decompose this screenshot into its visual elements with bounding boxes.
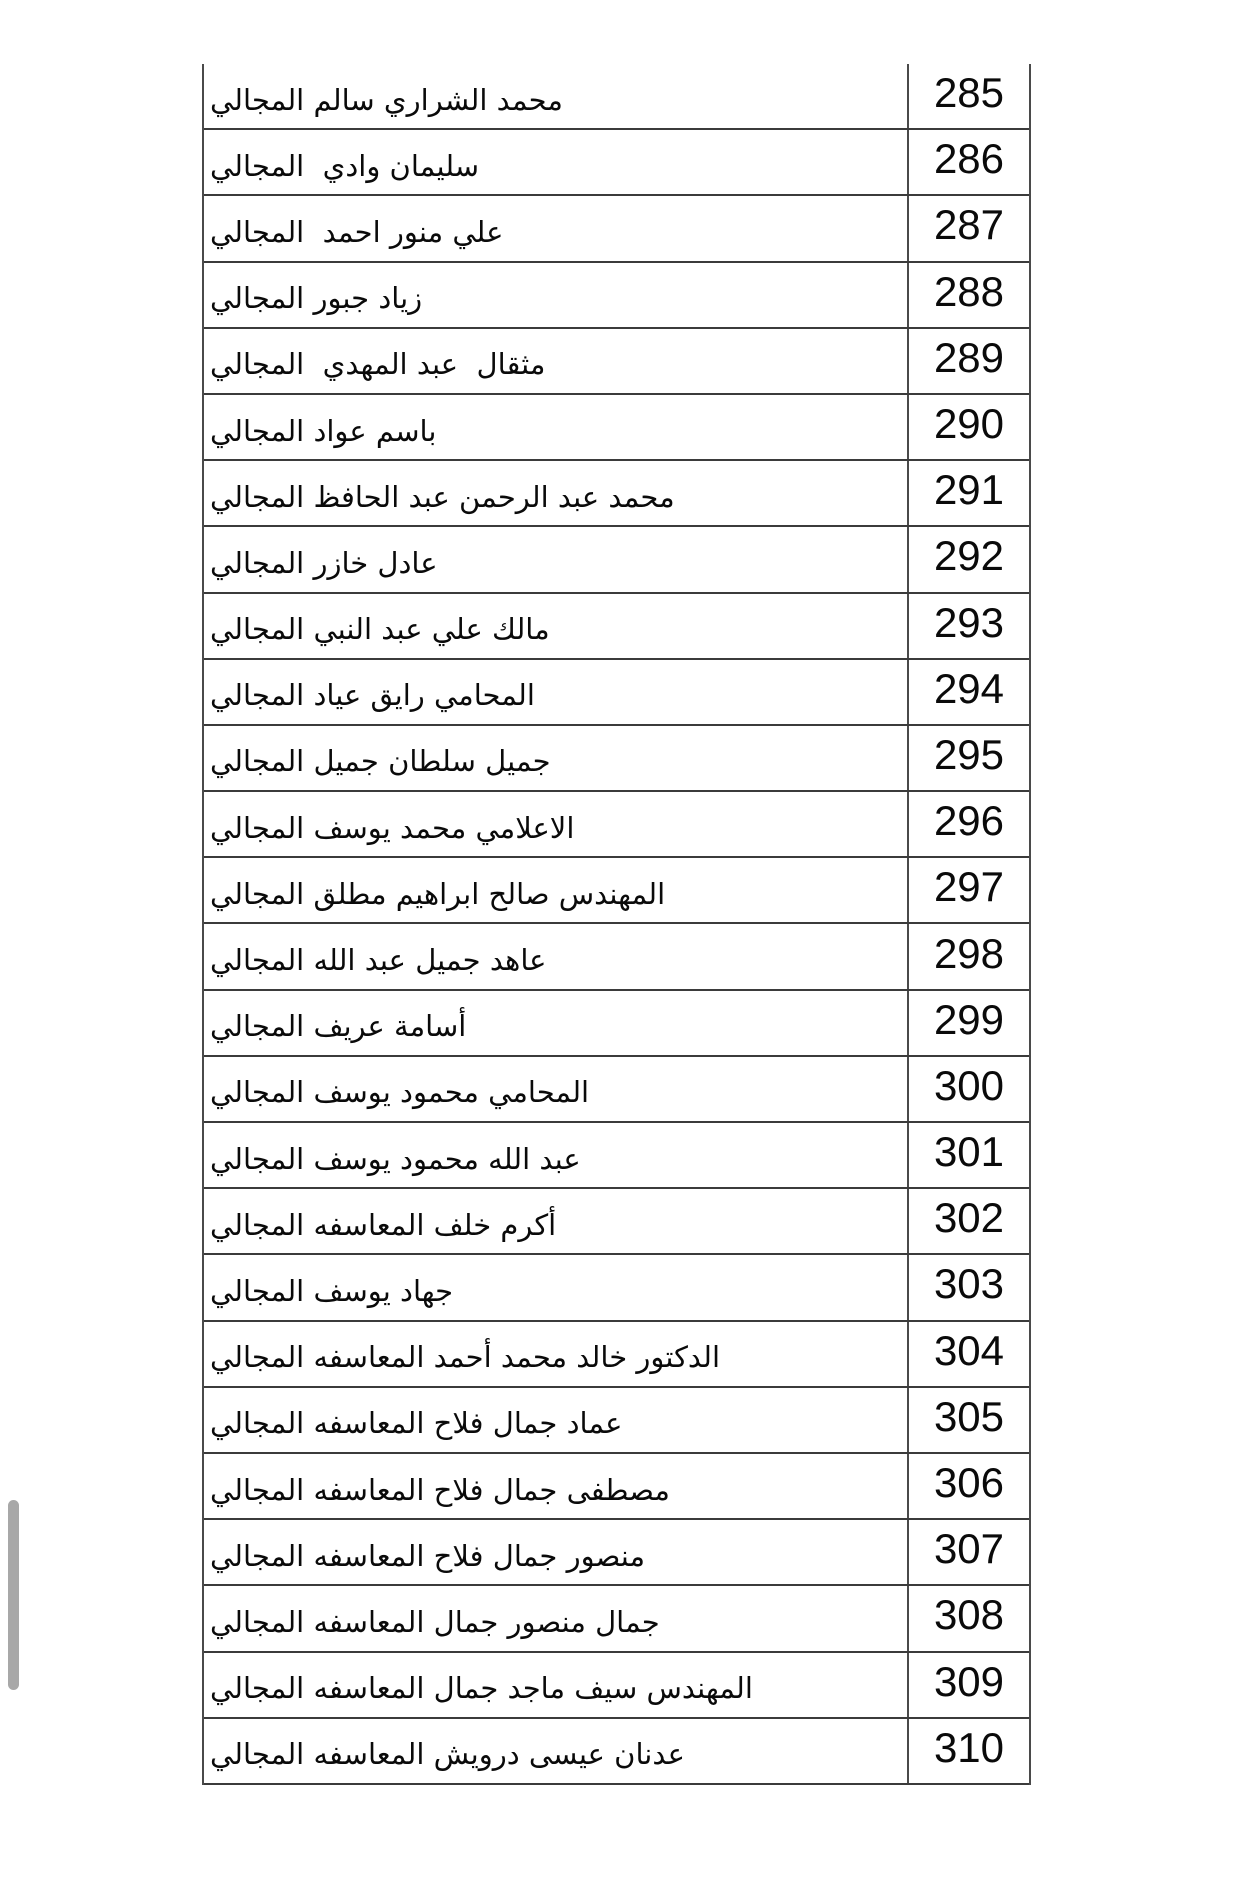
member-number-cell	[907, 196, 1029, 260]
table-row	[204, 329, 1029, 395]
member-name-cell	[204, 1454, 907, 1518]
member-number-cell	[907, 1388, 1029, 1452]
table-row	[204, 1123, 1029, 1189]
member-name-cell	[204, 792, 907, 856]
member-name: عبد الله محمود يوسف المجالي	[210, 1141, 581, 1176]
member-name: عماد جمال فلاح المعاسفه المجالي	[210, 1406, 623, 1441]
member-number-cell	[907, 1255, 1029, 1319]
member-name: محمد عبد الرحمن عبد الحافظ المجالي	[210, 479, 675, 514]
member-name: أكرم خلف المعاسفه المجالي	[210, 1207, 557, 1242]
member-number: 296	[933, 797, 1005, 845]
table-row	[204, 1255, 1029, 1321]
member-name-cell	[204, 1586, 907, 1650]
table-row	[204, 1653, 1029, 1719]
table-row	[204, 64, 1029, 130]
member-number-cell	[907, 461, 1029, 525]
member-name: مثقال عبد المهدي المجالي	[210, 347, 546, 382]
member-number: 306	[933, 1459, 1005, 1507]
member-number-cell	[907, 1322, 1029, 1386]
member-name-cell	[204, 1057, 907, 1121]
member-name-cell	[204, 991, 907, 1055]
member-name: أسامة عريف المجالي	[210, 1009, 467, 1044]
member-name-cell	[204, 196, 907, 260]
member-number: 292	[933, 532, 1005, 580]
member-number-cell	[907, 263, 1029, 327]
table-row	[204, 1586, 1029, 1652]
member-number: 301	[933, 1128, 1005, 1176]
member-number: 297	[933, 863, 1005, 911]
member-name: عادل خازر المجالي	[210, 545, 438, 580]
member-name-cell	[204, 329, 907, 393]
table-row	[204, 991, 1029, 1057]
table-row	[204, 1189, 1029, 1255]
table-row	[204, 792, 1029, 858]
member-name: الاعلامي محمد يوسف المجالي	[210, 810, 575, 845]
member-number-cell	[907, 395, 1029, 459]
member-number: 289	[933, 333, 1005, 381]
table-row	[204, 196, 1029, 262]
member-number: 291	[933, 466, 1005, 514]
member-name: المحامي رايق عياد المجالي	[210, 678, 535, 713]
member-number-cell	[907, 1123, 1029, 1187]
member-number: 294	[933, 664, 1005, 712]
member-name: المحامي محمود يوسف المجالي	[210, 1075, 590, 1110]
member-name-cell	[204, 64, 907, 128]
member-number: 293	[933, 598, 1005, 646]
member-name-cell	[204, 263, 907, 327]
member-number: 287	[933, 201, 1005, 249]
member-name-cell	[204, 1520, 907, 1584]
member-number: 309	[933, 1657, 1005, 1705]
member-name: جمال منصور جمال المعاسفه المجالي	[210, 1604, 660, 1639]
member-name: منصور جمال فلاح المعاسفه المجالي	[210, 1538, 645, 1573]
member-name: جهاد يوسف المجالي	[210, 1273, 454, 1308]
member-number-cell	[907, 329, 1029, 393]
member-name: عدنان عيسى درويش المعاسفه المجالي	[210, 1737, 685, 1772]
member-number-cell	[907, 1653, 1029, 1717]
member-number-cell	[907, 1719, 1029, 1783]
member-number-cell	[907, 792, 1029, 856]
table-row	[204, 461, 1029, 527]
member-number: 299	[933, 995, 1005, 1043]
member-number: 305	[933, 1392, 1005, 1440]
member-name: زياد جبور المجالي	[210, 281, 423, 316]
member-name-cell	[204, 726, 907, 790]
member-number: 302	[933, 1194, 1005, 1242]
table-row	[204, 1719, 1029, 1785]
member-number-cell	[907, 1586, 1029, 1650]
table-row	[204, 1388, 1029, 1454]
member-name-cell	[204, 130, 907, 194]
member-number: 286	[933, 135, 1005, 183]
member-name: المهندس سيف ماجد جمال المعاسفه المجالي	[210, 1671, 753, 1706]
member-name: عاهد جميل عبد الله المجالي	[210, 943, 547, 978]
table-row	[204, 726, 1029, 792]
table-row	[204, 1057, 1029, 1123]
member-number-cell	[907, 64, 1029, 128]
member-name-cell	[204, 1322, 907, 1386]
member-name-cell	[204, 461, 907, 525]
member-number: 307	[933, 1525, 1005, 1573]
table-row	[204, 660, 1029, 726]
table-row	[204, 858, 1029, 924]
member-number: 290	[933, 400, 1005, 448]
member-name-cell	[204, 660, 907, 724]
member-number: 303	[933, 1260, 1005, 1308]
member-name: جميل سلطان جميل المجالي	[210, 744, 551, 779]
member-number: 308	[933, 1591, 1005, 1639]
table-row	[204, 263, 1029, 329]
member-name-cell	[204, 1189, 907, 1253]
vertical-scrollbar-thumb[interactable]	[8, 1500, 19, 1690]
table-row	[204, 594, 1029, 660]
member-number-cell	[907, 924, 1029, 988]
member-name: الدكتور خالد محمد أحمد المعاسفه المجالي	[210, 1340, 721, 1375]
table-row	[204, 924, 1029, 990]
member-number-cell	[907, 858, 1029, 922]
member-number-cell	[907, 660, 1029, 724]
member-number: 310	[933, 1723, 1005, 1771]
member-name: المهندس صالح ابراهيم مطلق المجالي	[210, 876, 666, 911]
member-name: علي منور احمد المجالي	[210, 214, 504, 249]
member-number-cell	[907, 527, 1029, 591]
member-name-cell	[204, 395, 907, 459]
member-number: 295	[933, 730, 1005, 778]
member-name-cell	[204, 1653, 907, 1717]
member-name-cell	[204, 1123, 907, 1187]
member-name: باسم عواد المجالي	[210, 413, 437, 448]
member-name: مالك علي عبد النبي المجالي	[210, 612, 550, 647]
member-number-cell	[907, 130, 1029, 194]
member-number: 298	[933, 929, 1005, 977]
names-table	[202, 64, 1031, 1785]
member-number: 300	[933, 1061, 1005, 1109]
member-name-cell	[204, 1388, 907, 1452]
member-name-cell	[204, 924, 907, 988]
member-number-cell	[907, 1520, 1029, 1584]
member-name-cell	[204, 594, 907, 658]
member-number: 288	[933, 267, 1005, 315]
member-name-cell	[204, 1255, 907, 1319]
member-name: محمد الشراري سالم المجالي	[210, 82, 563, 117]
member-name: سليمان وادي المجالي	[210, 148, 480, 183]
member-number-cell	[907, 726, 1029, 790]
table-row	[204, 1322, 1029, 1388]
member-name-cell	[204, 527, 907, 591]
table-row	[204, 395, 1029, 461]
member-name-cell	[204, 858, 907, 922]
member-number: 285	[933, 69, 1005, 117]
member-number: 304	[933, 1326, 1005, 1374]
member-number-cell	[907, 991, 1029, 1055]
table-row	[204, 527, 1029, 593]
member-name-cell	[204, 1719, 907, 1783]
member-number-cell	[907, 1189, 1029, 1253]
member-number-cell	[907, 1454, 1029, 1518]
table-row	[204, 1520, 1029, 1586]
member-name: مصطفى جمال فلاح المعاسفه المجالي	[210, 1472, 670, 1507]
member-number-cell	[907, 1057, 1029, 1121]
table-row	[204, 130, 1029, 196]
table-row	[204, 1454, 1029, 1520]
member-number-cell	[907, 594, 1029, 658]
